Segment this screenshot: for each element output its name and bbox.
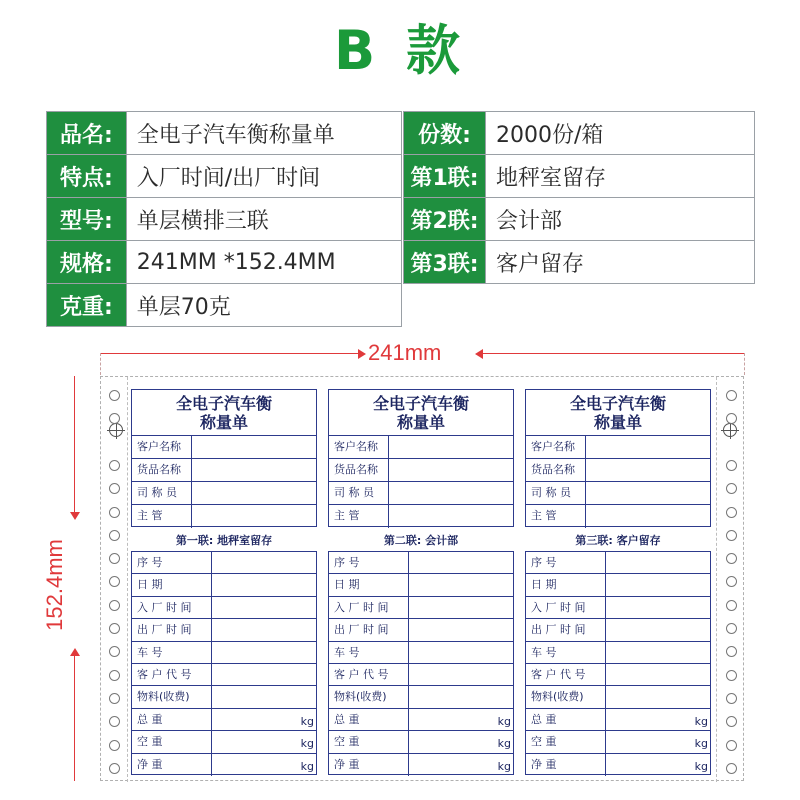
field-label: 主 管: [329, 505, 389, 528]
field-label: 日 期: [329, 574, 409, 595]
form-title-line: 全电子汽车衡: [372, 394, 469, 413]
form-row: [132, 664, 316, 686]
field-label: 客户名称: [526, 436, 586, 458]
arrow-right-icon: [358, 349, 366, 359]
form-row: [329, 731, 513, 753]
arrow-left-icon: [475, 349, 483, 359]
registration-mark-icon: [109, 423, 123, 437]
form-row: [132, 574, 316, 596]
field-label: 客 户 代 号: [132, 664, 212, 685]
form-title: [329, 390, 513, 436]
form-row: [526, 574, 710, 596]
arrow-down-icon: [70, 512, 80, 520]
spec-label: 第1联:: [404, 155, 486, 198]
form-row: [132, 709, 316, 731]
form-row: [329, 664, 513, 686]
field-label: 货品名称: [132, 459, 192, 481]
unit-label: kg: [497, 737, 511, 751]
height-dimension-line: [74, 376, 75, 516]
form-row: [329, 619, 513, 641]
spec-value: 241MM *152.4MM: [126, 241, 401, 284]
field-cell: [409, 552, 513, 573]
field-cell: [409, 664, 513, 685]
field-cell: [389, 505, 513, 528]
form-row: [132, 459, 316, 482]
form-row: [132, 552, 316, 574]
spec-value: 全电子汽车衡称量单: [126, 112, 401, 155]
spec-value: 单层横排三联: [126, 198, 401, 241]
form-row: [329, 574, 513, 596]
field-label: 物料(收费): [526, 686, 606, 707]
spec-row: [404, 198, 755, 241]
feed-hole-icon: [109, 530, 120, 541]
spec-label: 型号:: [47, 198, 127, 241]
spec-row: [47, 241, 402, 284]
width-dimension-label: 241mm: [368, 340, 442, 365]
perforation-line: [716, 377, 717, 782]
field-label: 出 厂 时 间: [132, 619, 212, 640]
form-row: [329, 642, 513, 664]
form-row: [329, 459, 513, 482]
field-label: 司 称 员: [329, 482, 389, 504]
feed-hole-icon: [109, 716, 120, 727]
field-label: 净 重: [329, 754, 409, 776]
form-title-line: 全电子汽车衡: [175, 394, 272, 413]
feed-hole-icon: [726, 623, 737, 634]
spec-row: [404, 112, 755, 155]
page-title: B 款: [334, 19, 466, 82]
form-row: [526, 709, 710, 731]
field-cell: [606, 552, 710, 573]
unit-label: kg: [300, 737, 314, 751]
copy-label: 第三联: 客户留存: [575, 534, 661, 547]
field-cell: [606, 664, 710, 685]
spec-value: 2000份/箱: [486, 112, 755, 155]
field-label: 司 称 员: [526, 482, 586, 504]
form-row: [329, 436, 513, 459]
spec-row: [47, 155, 402, 198]
spec-row: [404, 241, 755, 284]
form-row: [329, 505, 513, 528]
feed-hole-icon: [109, 507, 120, 518]
field-cell: [212, 552, 316, 573]
field-label: 车 号: [329, 642, 409, 663]
feed-hole-icon: [726, 646, 737, 657]
form-row: [526, 436, 710, 459]
field-label: 车 号: [526, 642, 606, 663]
field-label: 物料(收费): [329, 686, 409, 707]
form-row: [132, 642, 316, 664]
unit-label: kg: [497, 759, 511, 773]
field-cell: [606, 619, 710, 640]
form-row: [526, 505, 710, 528]
registration-mark-icon: [723, 423, 737, 437]
form-row: [132, 619, 316, 641]
spec-table-right: [403, 111, 755, 284]
form-header-box: [525, 389, 711, 527]
field-cell: [409, 597, 513, 618]
form-row: [329, 709, 513, 731]
field-cell: [192, 459, 316, 481]
feed-hole-icon: [109, 623, 120, 634]
feed-hole-icon: [726, 553, 737, 564]
unit-label: kg: [694, 737, 708, 751]
form-row: [329, 597, 513, 619]
form-row: [526, 459, 710, 482]
field-label: 入 厂 时 间: [132, 597, 212, 618]
field-label: 主 管: [132, 505, 192, 528]
field-cell: [586, 482, 710, 504]
feed-hole-icon: [726, 600, 737, 611]
form-row: [329, 686, 513, 708]
field-cell: [212, 597, 316, 618]
feed-hole-icon: [726, 460, 737, 471]
form-detail-box: [525, 551, 711, 775]
form-row: [329, 552, 513, 574]
dimension-guide: [100, 353, 101, 375]
field-label: 总 重: [526, 709, 606, 730]
field-cell: [409, 642, 513, 663]
form-row: [329, 482, 513, 505]
feed-hole-icon: [726, 763, 737, 774]
field-cell: [606, 597, 710, 618]
feed-hole-icon: [726, 716, 737, 727]
field-label: 主 管: [526, 505, 586, 528]
unit-label: kg: [300, 759, 314, 773]
form-header-box: [328, 389, 514, 527]
feed-hole-icon: [109, 693, 120, 704]
field-label: 客 户 代 号: [329, 664, 409, 685]
feed-hole-icon: [109, 670, 120, 681]
field-cell: [409, 686, 513, 707]
field-label: 日 期: [132, 574, 212, 595]
field-label: 客 户 代 号: [526, 664, 606, 685]
field-cell: [212, 642, 316, 663]
field-label: 货品名称: [526, 459, 586, 481]
field-label: 货品名称: [329, 459, 389, 481]
form-title-line: 称量单: [593, 413, 642, 432]
spec-label: 份数:: [404, 112, 486, 155]
field-label: 司 称 员: [132, 482, 192, 504]
form-title: [526, 390, 710, 436]
field-label: 空 重: [526, 731, 606, 752]
spec-label: 品名:: [47, 112, 127, 155]
field-cell: [212, 574, 316, 595]
feed-hole-icon: [726, 740, 737, 751]
width-dimension-line: [480, 353, 744, 354]
feed-hole-icon: [726, 530, 737, 541]
field-label: 空 重: [132, 731, 212, 752]
feed-hole-icon: [109, 390, 120, 401]
form-row: [526, 482, 710, 505]
perforation-line: [127, 377, 128, 782]
field-cell: [389, 436, 513, 458]
form-detail-box: [328, 551, 514, 775]
feed-hole-icon: [726, 390, 737, 401]
feed-hole-icon: [109, 460, 120, 471]
form-row: [526, 597, 710, 619]
spec-label: 克重:: [47, 284, 127, 327]
form-header-box: [131, 389, 317, 527]
field-label: 客户名称: [329, 436, 389, 458]
field-label: 净 重: [132, 754, 212, 776]
field-label: 空 重: [329, 731, 409, 752]
form-row: [329, 754, 513, 776]
spec-value: 入厂时间/出厂时间: [126, 155, 401, 198]
field-cell: [606, 686, 710, 707]
field-cell: [192, 482, 316, 504]
feed-hole-icon: [726, 576, 737, 587]
field-label: 序 号: [329, 552, 409, 573]
spec-row: [404, 155, 755, 198]
spec-row: [47, 198, 402, 241]
spec-table-left: [46, 111, 402, 327]
form-title-line: 称量单: [396, 413, 445, 432]
field-cell: [606, 642, 710, 663]
field-label: 车 号: [132, 642, 212, 663]
form-row: [526, 552, 710, 574]
feed-hole-icon: [726, 483, 737, 494]
field-label: 客户名称: [132, 436, 192, 458]
field-label: 序 号: [132, 552, 212, 573]
spec-row: [47, 112, 402, 155]
form-row: [526, 731, 710, 753]
arrow-up-icon: [70, 648, 80, 656]
feed-hole-icon: [109, 553, 120, 564]
form-row: [132, 482, 316, 505]
form-title-line: 全电子汽车衡: [569, 394, 666, 413]
form-detail-box: [131, 551, 317, 775]
spec-label: 特点:: [47, 155, 127, 198]
form-row: [526, 754, 710, 776]
field-label: 入 厂 时 间: [329, 597, 409, 618]
field-label: 日 期: [526, 574, 606, 595]
field-cell: [606, 574, 710, 595]
form-sheet: [100, 376, 744, 781]
form-row: [526, 664, 710, 686]
field-label: 入 厂 时 间: [526, 597, 606, 618]
feed-hole-icon: [109, 483, 120, 494]
unit-label: kg: [300, 714, 314, 728]
field-cell: [192, 505, 316, 528]
field-cell: [586, 459, 710, 481]
form-row: [132, 754, 316, 776]
form-row: [132, 731, 316, 753]
unit-label: kg: [694, 759, 708, 773]
feed-hole-icon: [109, 576, 120, 587]
feed-hole-icon: [726, 670, 737, 681]
copy-label: 第二联: 会计部: [383, 534, 459, 547]
field-cell: [389, 482, 513, 504]
spec-value: 地秤室留存: [486, 155, 755, 198]
field-cell: [409, 619, 513, 640]
field-label: 序 号: [526, 552, 606, 573]
copy-label: 第一联: 地秤室留存: [175, 534, 273, 547]
form-row: [526, 619, 710, 641]
width-dimension-line: [100, 353, 360, 354]
field-label: 总 重: [329, 709, 409, 730]
field-cell: [192, 436, 316, 458]
form-row: [526, 642, 710, 664]
form-title-line: 称量单: [199, 413, 248, 432]
feed-hole-icon: [726, 413, 737, 424]
form-row: [526, 686, 710, 708]
spec-label: 第2联:: [404, 198, 486, 241]
dimension-guide: [744, 353, 745, 375]
field-cell: [586, 436, 710, 458]
spec-value: 客户留存: [486, 241, 755, 284]
field-cell: [212, 686, 316, 707]
unit-label: kg: [497, 714, 511, 728]
spec-row: [47, 284, 402, 327]
field-label: 出 厂 时 间: [526, 619, 606, 640]
feed-hole-icon: [109, 600, 120, 611]
feed-hole-icon: [726, 507, 737, 518]
unit-label: kg: [694, 714, 708, 728]
spec-label: 规格:: [47, 241, 127, 284]
field-label: 物料(收费): [132, 686, 212, 707]
field-label: 总 重: [132, 709, 212, 730]
form-row: [132, 436, 316, 459]
feed-hole-icon: [109, 763, 120, 774]
feed-hole-icon: [726, 693, 737, 704]
field-cell: [389, 459, 513, 481]
form-row: [132, 686, 316, 708]
height-dimension-label: 152.4mm: [41, 539, 67, 631]
field-cell: [212, 619, 316, 640]
feed-hole-icon: [109, 740, 120, 751]
field-cell: [409, 574, 513, 595]
form-row: [132, 597, 316, 619]
height-dimension-line: [74, 655, 75, 781]
spec-value: 单层70克: [126, 284, 401, 327]
spec-value: 会计部: [486, 198, 755, 241]
form-title: [132, 390, 316, 436]
field-cell: [586, 505, 710, 528]
field-cell: [212, 664, 316, 685]
spec-label: 第3联:: [404, 241, 486, 284]
feed-hole-icon: [109, 646, 120, 657]
form-row: [132, 505, 316, 528]
field-label: 净 重: [526, 754, 606, 776]
field-label: 出 厂 时 间: [329, 619, 409, 640]
